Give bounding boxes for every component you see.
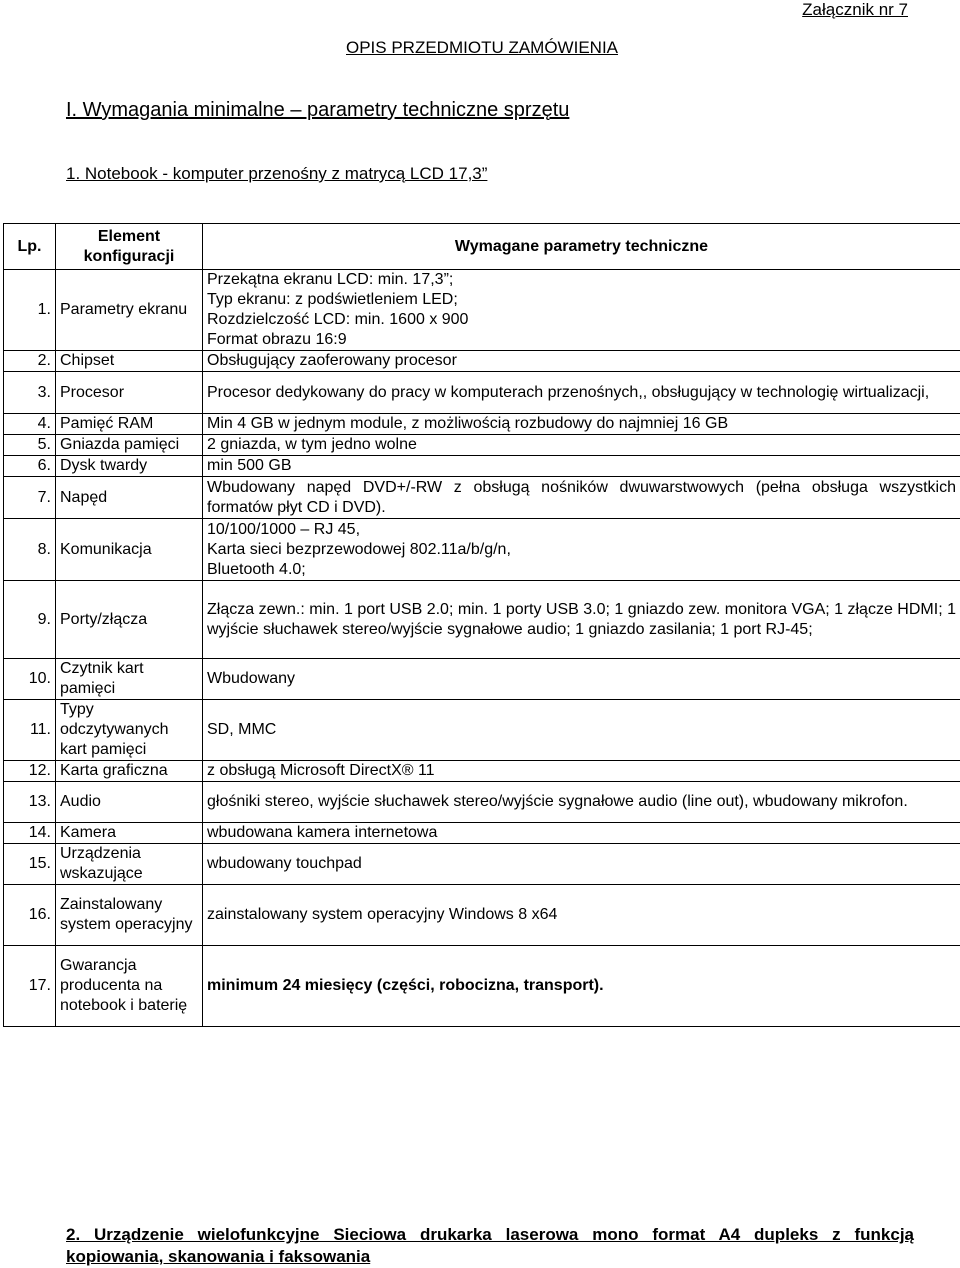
- table-row: [4, 659, 960, 700]
- row-number: 2.: [4, 351, 56, 372]
- row-requirement: Procesor dedykowany do pracy w komputerach przenośnych,, obsługujący w technologię wirtualizacji,: [203, 372, 960, 414]
- row-element: Karta graficzna: [56, 761, 203, 782]
- row-requirement: Wbudowany: [203, 659, 960, 700]
- row-number: 11.: [4, 700, 56, 761]
- row-element: Parametry ekranu: [56, 270, 203, 351]
- table-row: [4, 782, 960, 823]
- section-1-heading: I. Wymagania minimalne – parametry techniczne sprzętu: [66, 99, 569, 122]
- table-row: [4, 519, 960, 581]
- row-number: 15.: [4, 844, 56, 885]
- row-requirement: Przekątna ekranu LCD: min. 17,3”; Typ ekranu: z podświetleniem LED; Rozdzielczość LCD: min. 1600 x 900 Format obrazu 16:9: [203, 270, 960, 351]
- table-row: [4, 414, 960, 435]
- row-element: Pamięć RAM: [56, 414, 203, 435]
- row-element: Urządzenia wskazujące: [56, 844, 203, 885]
- row-element: Czytnik kart pamięci: [56, 659, 203, 700]
- row-requirement: minimum 24 miesięcy (części, robocizna, transport).: [203, 946, 960, 1027]
- row-requirement: głośniki stereo, wyjście słuchawek stereo/wyjście sygnałowe audio (line out), wbudowany mikrofon.: [203, 782, 960, 823]
- row-number: 14.: [4, 823, 56, 844]
- subsection-1-heading: 1. Notebook - komputer przenośny z matrycą LCD 17,3”: [66, 164, 487, 184]
- header-requirements: Wymagane parametry techniczne: [203, 224, 960, 270]
- row-element: Audio: [56, 782, 203, 823]
- header-element: Element konfiguracji: [56, 224, 203, 270]
- row-number: 3.: [4, 372, 56, 414]
- row-number: 17.: [4, 946, 56, 1027]
- table-row: [4, 456, 960, 477]
- table-row: [4, 435, 960, 456]
- row-element: Napęd: [56, 477, 203, 519]
- row-requirement: z obsługą Microsoft DirectX® 11: [203, 761, 960, 782]
- table-row: [4, 946, 960, 1027]
- row-requirement: wbudowany touchpad: [203, 844, 960, 885]
- row-requirement: Złącza zewn.: min. 1 port USB 2.0; min. 1 porty USB 3.0; 1 gniazdo zew. monitora VGA; 1 złącze HDMI; 1 wyjście słuchawek stereo/wyjście sygnałowe audio; 1 gniazdo zasilania; 1 port RJ-45;: [203, 581, 960, 659]
- table-row: [4, 761, 960, 782]
- row-element: Gniazda pamięci: [56, 435, 203, 456]
- table-row: [4, 885, 960, 946]
- row-requirement: Obsługujący zaoferowany procesor: [203, 351, 960, 372]
- row-number: 6.: [4, 456, 56, 477]
- row-element: Gwarancja producenta na notebook i baterię: [56, 946, 203, 1027]
- document-title: OPIS PRZEDMIOTU ZAMÓWIENIA: [346, 38, 618, 58]
- header-lp: Lp.: [4, 224, 56, 270]
- row-number: 7.: [4, 477, 56, 519]
- row-number: 1.: [4, 270, 56, 351]
- row-number: 5.: [4, 435, 56, 456]
- row-requirement: 2 gniazda, w tym jedno wolne: [203, 435, 960, 456]
- row-element: Zainstalowany system operacyjny: [56, 885, 203, 946]
- row-requirement: min 500 GB: [203, 456, 960, 477]
- row-element: Dysk twardy: [56, 456, 203, 477]
- row-number: 13.: [4, 782, 56, 823]
- section-2-heading: 2. Urządzenie wielofunkcyjne Sieciowa drukarka laserowa mono format A4 dupleks z funkcją kopiowania, skanowania i faksowania: [66, 1224, 914, 1268]
- row-requirement: 10/100/1000 – RJ 45, Karta sieci bezprzewodowej 802.11a/b/g/n, Bluetooth 4.0;: [203, 519, 960, 581]
- table-row: [4, 270, 960, 351]
- row-element: Typy odczytywanych kart pamięci: [56, 700, 203, 761]
- row-requirement: zainstalowany system operacyjny Windows 8 x64: [203, 885, 960, 946]
- row-number: 9.: [4, 581, 56, 659]
- row-number: 10.: [4, 659, 56, 700]
- row-element: Procesor: [56, 372, 203, 414]
- table-header-row: [4, 224, 960, 270]
- table-row: [4, 844, 960, 885]
- specification-table: [3, 223, 960, 1027]
- table-row: [4, 823, 960, 844]
- annex-label: Załącznik nr 7: [802, 0, 908, 20]
- row-requirement: SD, MMC: [203, 700, 960, 761]
- row-requirement: Min 4 GB w jednym module, z możliwością rozbudowy do najmniej 16 GB: [203, 414, 960, 435]
- row-element: Komunikacja: [56, 519, 203, 581]
- table-row: [4, 477, 960, 519]
- table-row: [4, 351, 960, 372]
- row-number: 12.: [4, 761, 56, 782]
- table-row: [4, 372, 960, 414]
- row-element: Porty/złącza: [56, 581, 203, 659]
- row-number: 4.: [4, 414, 56, 435]
- table-row: [4, 700, 960, 761]
- row-element: Kamera: [56, 823, 203, 844]
- row-number: 8.: [4, 519, 56, 581]
- row-requirement: Wbudowany napęd DVD+/-RW z obsługą nośników dwuwarstwowych (pełna obsługa wszystkich formatów płyt CD i DVD).: [203, 477, 960, 519]
- row-element: Chipset: [56, 351, 203, 372]
- table-row: [4, 581, 960, 659]
- row-requirement: wbudowana kamera internetowa: [203, 823, 960, 844]
- row-number: 16.: [4, 885, 56, 946]
